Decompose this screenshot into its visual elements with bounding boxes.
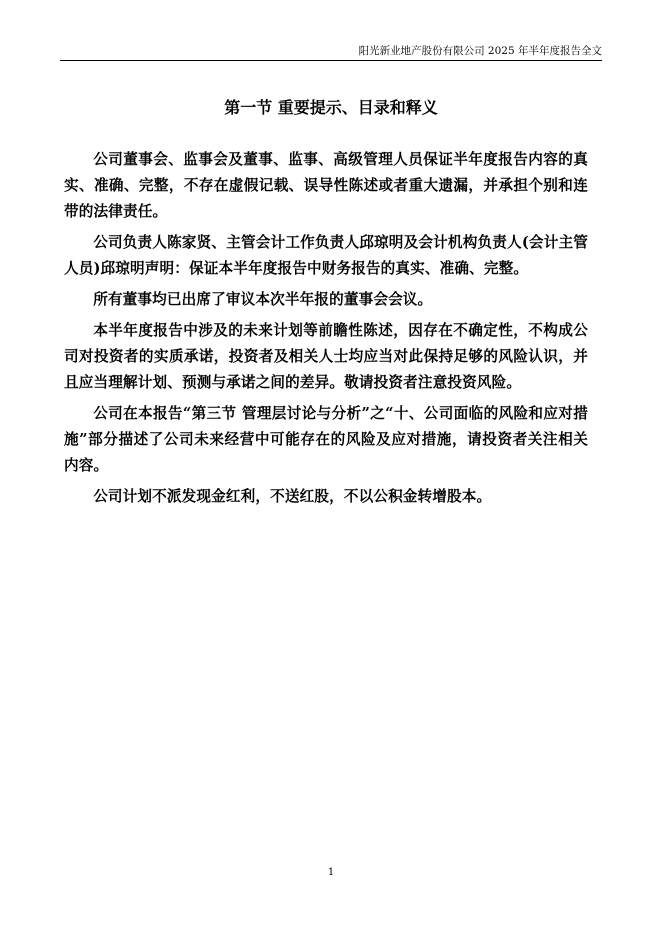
paragraph-board-guarantee: 公司董事会、监事会及董事、监事、高级管理人员保证半年度报告内容的真实、准确、完整，不存在虚假记载、误导性陈述或者重大遗漏，并承担个别和连带的法律责任。 [64,151,588,220]
section-title: 第一节 重要提示、目录和释义 [224,98,438,117]
page-footer [0,866,662,880]
running-header-title: 阳光新业地产股份有限公司 2025 年半年度报告全文 [358,45,602,57]
paragraph-forward-looking-statement: 本半年度报告中涉及的未来计划等前瞻性陈述，因存在不确定性，不构成公司对投资者的实质承诺，投资者及相关人士均应当对此保持足够的风险认识，并且应当理解计划、预测与承诺之间的差异。敬请投资者注意投资风险。 [64,322,588,391]
page-number: 1 [327,867,335,878]
paragraph-dividend-plan: 公司计划不派发现金红利，不送红股，不以公积金转增股本。 [93,488,492,505]
paragraph-directors-attendance: 所有董事均已出席了审议本次半年报的董事会会议。 [93,291,433,308]
important-notice-body [64,147,588,515]
running-header [60,44,602,61]
paragraph-risk-reference: 公司在本报告“第三节 管理层讨论与分析”之“十、公司面临的风险和应对措施”部分描述了公司未来经营中可能存在的风险及应对措施，请投资者关注相关内容。 [64,405,588,474]
paragraph-responsible-persons-statement: 公司负责人陈家贤、主管会计工作负责人邱琼明及会计机构负责人(会计主管人员)邱琼明声明：保证本半年度报告中财务报告的真实、准确、完整。 [64,234,588,277]
